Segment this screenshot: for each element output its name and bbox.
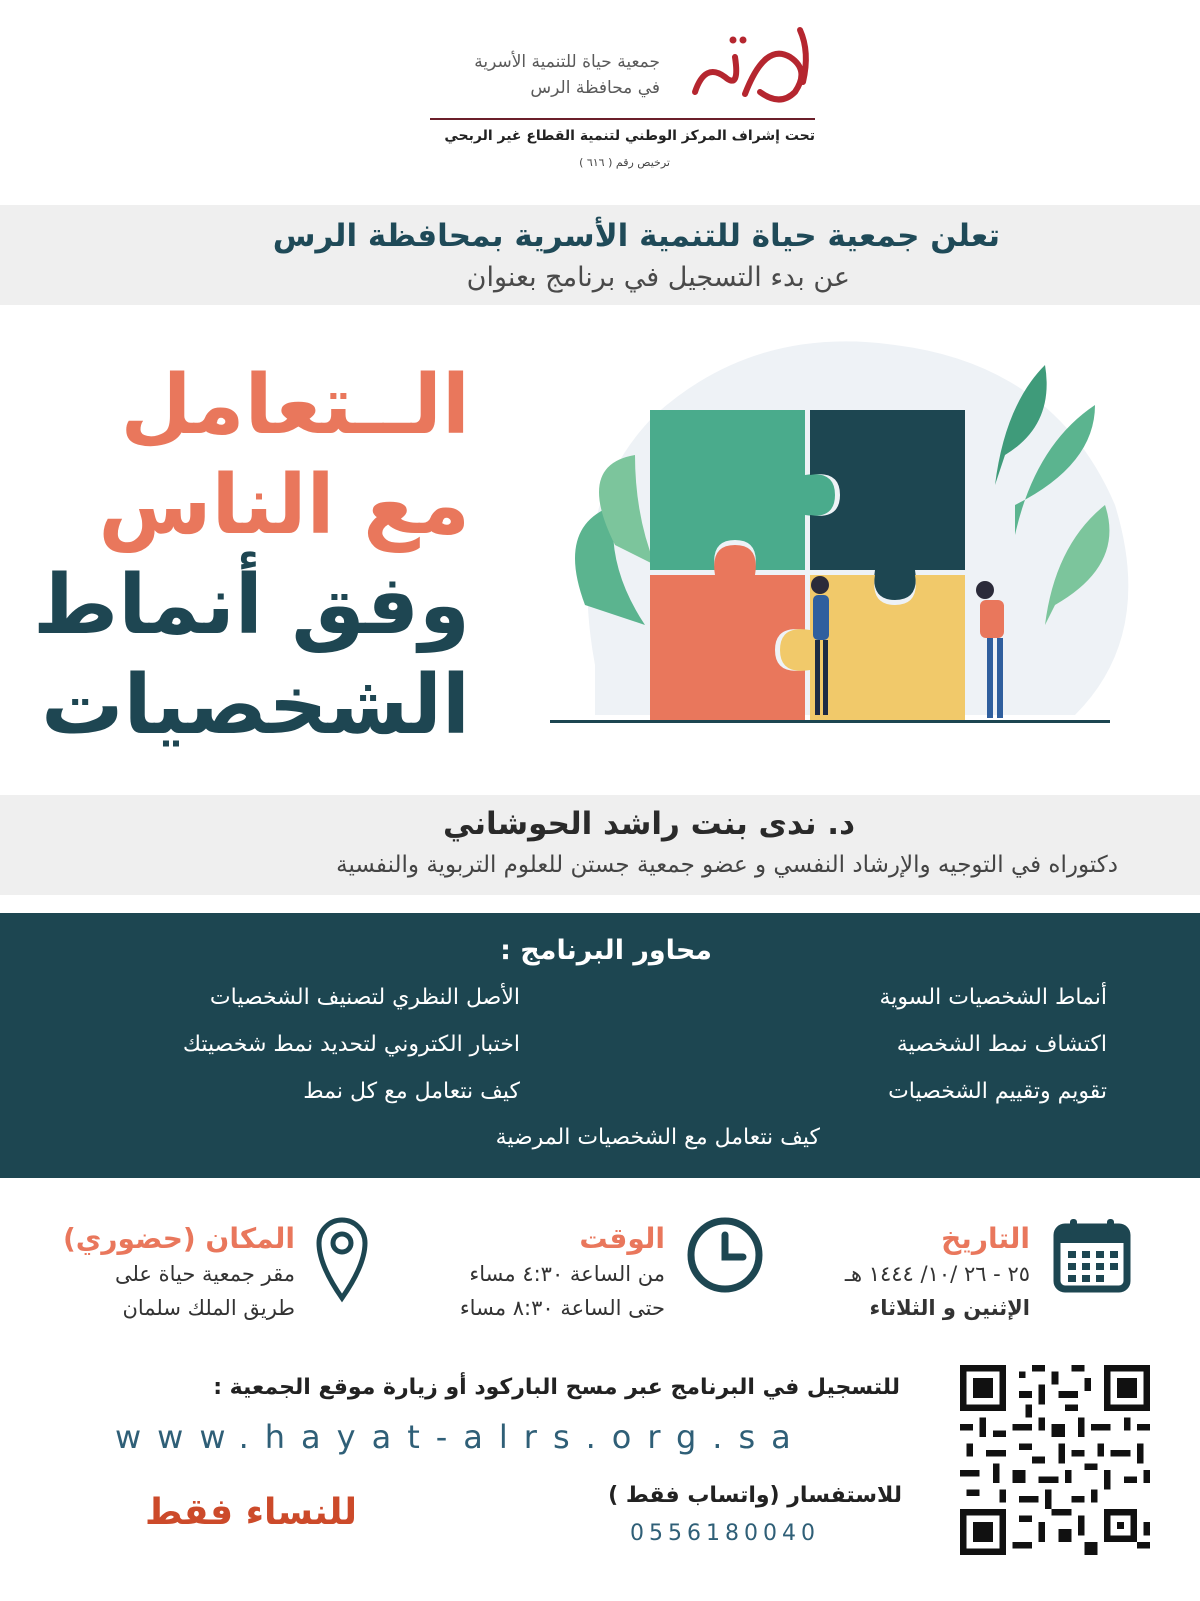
topic-item: اختبار الكتروني لتحديد نمط شخصيتك (182, 1032, 520, 1057)
date-value: ٢٥ - ٢٦ /١٠/ ١٤٤٤ هـ (844, 1262, 1030, 1286)
title-line-4: الشخصيات (41, 658, 470, 753)
puzzle-illustration (535, 305, 1155, 740)
supervision-text: تحت إشراف المركز الوطني لتنمية القطاع غير الربحي (444, 128, 815, 144)
title-line-2: مع الناس (98, 458, 470, 553)
place-label: المكان (حضوري) (62, 1222, 295, 1255)
org-name: جمعية حياة للتنمية الأسرية (474, 52, 660, 72)
announce-subline: عن بدء التسجيل في برنامج بعنوان (466, 262, 850, 293)
inquiry-label: للاستفسار (واتساب فقط ) (608, 1483, 902, 1508)
place-line2: طريق الملك سلمان (122, 1296, 295, 1320)
topic-item: أنماط الشخصيات السوية (879, 985, 1107, 1010)
time-label: الوقت (579, 1222, 665, 1255)
hayat-logo (685, 22, 825, 112)
header-divider (430, 118, 815, 120)
place-line1: مقر جمعية حياة على (114, 1262, 295, 1286)
program-title (33, 358, 470, 765)
qr-code[interactable] (960, 1365, 1150, 1555)
topic-item: كيف نتعامل مع الشخصيات المرضية (495, 1125, 820, 1150)
date-days: الإثنين و الثلاثاء (869, 1296, 1030, 1320)
license-number: ترخيص رقم ( ٦١٦ ) (579, 156, 670, 169)
register-instructions: للتسجيل في البرنامج عبر مسح الباركود أو زيارة موقع الجمعية : (213, 1375, 900, 1400)
title-line-1: الــتعامل (120, 358, 470, 453)
topic-item: كيف نتعامل مع كل نمط (303, 1079, 520, 1104)
time-from: من الساعة ٤:٣٠ مساء (469, 1262, 665, 1286)
org-city: في محافظة الرس (530, 78, 660, 98)
topic-item: الأصل النظري لتصنيف الشخصيات (209, 985, 520, 1010)
date-label: التاريخ (941, 1222, 1030, 1255)
website-link[interactable]: www.hayat-alrs.org.sa (115, 1418, 807, 1456)
title-line-3: وفق أنماط (33, 558, 470, 653)
topics-heading: محاور البرنامج : (500, 935, 712, 966)
phone-number[interactable]: 0556180040 (630, 1521, 820, 1546)
speaker-description: دكتوراه في التوجيه والإرشاد النفسي و عضو جمعية جستن للعلوم التربوية والنفسية (336, 852, 1118, 878)
announce-headline: تعلن جمعية حياة للتنمية الأسرية بمحافظة الرس (272, 218, 1000, 254)
speaker-name: د. ندى بنت راشد الحوشاني (443, 806, 855, 842)
topic-item: اكتشاف نمط الشخصية (896, 1032, 1107, 1057)
location-pin-icon (315, 1213, 370, 1303)
time-to: حتى الساعة ٨:٣٠ مساء (459, 1296, 665, 1320)
women-only-label: للنساء فقط (145, 1492, 358, 1533)
calendar-icon (1052, 1215, 1132, 1295)
topic-item: تقويم وتقييم الشخصيات (888, 1079, 1107, 1104)
clock-icon (685, 1215, 765, 1295)
